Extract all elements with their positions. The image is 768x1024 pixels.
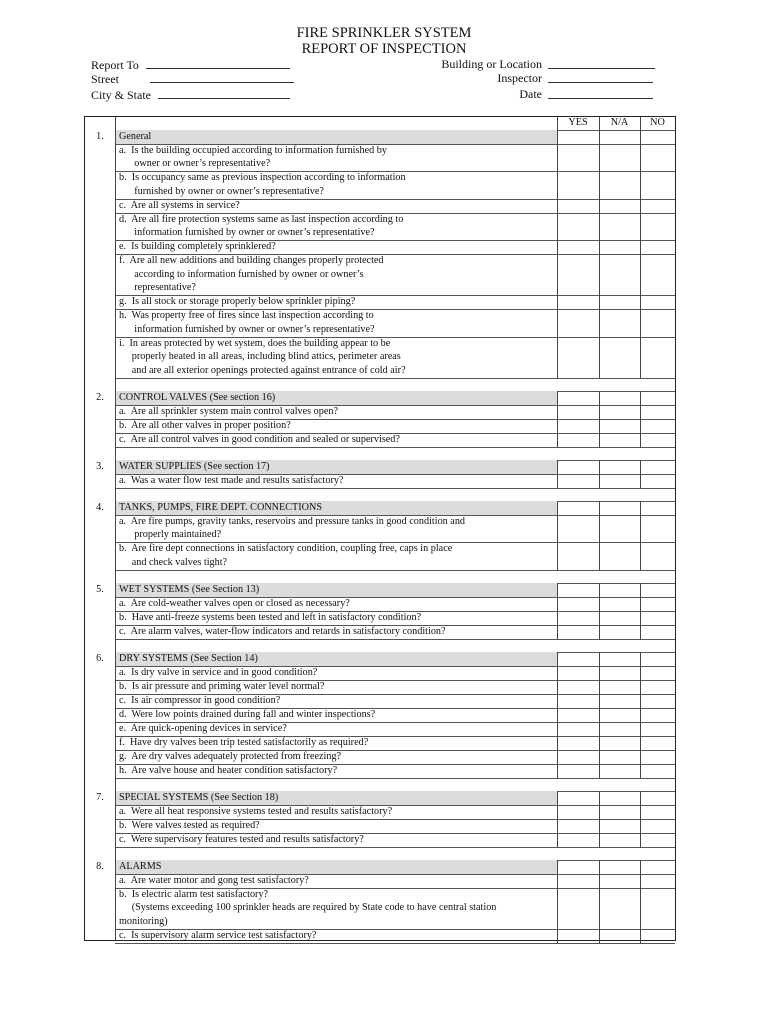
answer-cell-yes[interactable] (557, 694, 599, 708)
column-divider (599, 391, 600, 447)
question-row (85, 666, 675, 680)
column-divider (640, 117, 641, 130)
answer-cell-na[interactable] (599, 819, 640, 833)
question-row (85, 240, 675, 254)
answer-cell-na[interactable] (599, 888, 640, 929)
question-row (85, 144, 675, 172)
question-text: b. Is occupancy same as previous inspection according to information (119, 172, 406, 183)
question-row (85, 833, 675, 847)
question-text: h. Are valve house and heater condition satisfactory? (119, 764, 338, 776)
question-text: a. Were all heat responsive systems tested and results satisfactory? (119, 805, 393, 817)
form-subtitle: REPORT OF INSPECTION (301, 41, 467, 57)
question-text: properly maintained? (119, 529, 222, 540)
answer-cell-yes[interactable] (557, 405, 599, 419)
column-header-na: N/A (610, 117, 629, 128)
answer-cell-no[interactable] (640, 597, 675, 611)
question-row (85, 171, 675, 199)
date-line[interactable] (548, 87, 653, 99)
answer-cell-na[interactable] (599, 240, 640, 254)
spacer-row (85, 447, 675, 461)
question-text: e. Are quick-opening devices in service? (119, 722, 287, 734)
question-row (85, 611, 675, 625)
question-text: a. Are fire pumps, gravity tanks, reservoirs and pressure tanks in good condition and (119, 515, 466, 527)
answer-cell-yes[interactable] (557, 295, 599, 309)
question-row (85, 805, 675, 819)
question-row (85, 764, 675, 778)
column-divider (599, 583, 600, 639)
answer-cell-no[interactable] (640, 171, 675, 199)
question-text: i. In areas protected by wet system, does the building appear to be (119, 337, 391, 349)
answer-cell-yes[interactable] (557, 474, 599, 488)
section-number: 4. (96, 502, 104, 513)
question-text: d. Were low points drained during fall and winter inspections? (119, 708, 376, 720)
question-row (85, 405, 675, 419)
question-row (85, 750, 675, 764)
question-row (85, 736, 675, 750)
question-text: b. Have anti-freeze systems been tested and left in satisfactory condition? (119, 611, 422, 623)
section-title: CONTROL VALVES (See section 16) (119, 392, 276, 403)
question-text: and are all exterior openings protected against entrance of cold air? (119, 364, 406, 376)
question-text: a. Is dry valve in service and in good condition? (119, 666, 318, 678)
section-title: SPECIAL SYSTEMS (See Section 18) (119, 792, 279, 803)
section-number: 1. (96, 131, 104, 142)
question-row (85, 309, 675, 337)
column-divider (599, 460, 600, 488)
column-divider (599, 860, 600, 943)
answer-cell-na[interactable] (599, 199, 640, 213)
report-to-field (91, 57, 290, 72)
answer-cell-no[interactable] (640, 405, 675, 419)
question-text: c. Is supervisory alarm service test satisfactory? (119, 929, 317, 941)
section-number: 8. (96, 861, 104, 872)
question-text: owner or owner’s representative? (119, 158, 271, 169)
question-text: furnished by owner or owner’s representative? (119, 185, 324, 197)
question-row (85, 199, 675, 213)
column-divider (599, 501, 600, 570)
section-number: 7. (96, 792, 104, 803)
question-text: representative? (119, 282, 196, 293)
question-text: g. Is all stock or storage properly below sprinkler piping? (119, 296, 356, 307)
section-number: 2. (96, 392, 104, 403)
answer-cell-na[interactable] (599, 295, 640, 309)
street-field (91, 71, 294, 86)
column-divider (599, 130, 600, 378)
question-text: f. Have dry valves been trip tested satisfactorily as required? (119, 736, 369, 748)
answer-cell-no[interactable] (640, 419, 675, 433)
answer-cell-no[interactable] (640, 199, 675, 213)
question-text: (Systems exceeding 100 sprinkler heads are required by State code to have central station (119, 902, 497, 913)
answer-cell-no[interactable] (640, 309, 675, 337)
answer-cell-no[interactable] (640, 240, 675, 254)
question-text: a. Is the building occupied according to information furnished by (119, 144, 387, 156)
answer-cell-no[interactable] (640, 805, 675, 819)
answer-cell-na[interactable] (599, 433, 640, 447)
answer-cell-yes[interactable] (557, 929, 599, 943)
question-row (85, 708, 675, 722)
section-title: TANKS, PUMPS, FIRE DEPT. CONNECTIONS (119, 502, 323, 513)
column-divider (557, 117, 558, 130)
answer-cell-no[interactable] (640, 888, 675, 929)
answer-cell-no[interactable] (640, 833, 675, 847)
answer-cell-no[interactable] (640, 144, 675, 172)
spacer-row (85, 570, 675, 584)
answer-cell-na[interactable] (599, 337, 640, 378)
form-title: FIRE SPRINKLER SYSTEM (296, 25, 472, 41)
answer-cell-no[interactable] (640, 736, 675, 750)
answer-cell-no[interactable] (640, 337, 675, 378)
column-header-no: NO (650, 117, 665, 128)
column-divider (640, 130, 641, 378)
city-state-label: City & State (91, 88, 151, 102)
answer-cell-no[interactable] (640, 874, 675, 888)
spacer-row (85, 639, 675, 653)
answer-cell-na[interactable] (599, 419, 640, 433)
answer-cell-na[interactable] (599, 213, 640, 241)
answer-cell-no[interactable] (640, 254, 675, 295)
question-row (85, 625, 675, 639)
answer-cell-yes[interactable] (557, 833, 599, 847)
column-divider (557, 391, 558, 447)
question-row (85, 213, 675, 241)
answer-cell-yes[interactable] (557, 625, 599, 639)
question-row (85, 680, 675, 694)
spacer-row (85, 378, 675, 392)
question-row (85, 419, 675, 433)
answer-cell-yes[interactable] (557, 680, 599, 694)
question-text: d. Are all fire protection systems same as last inspection according to (119, 213, 404, 225)
city-state-line[interactable] (158, 87, 290, 99)
column-divider (640, 391, 641, 447)
building-label: Building or Location (441, 57, 542, 71)
answer-cell-yes[interactable] (557, 199, 599, 213)
question-row (85, 888, 675, 929)
column-divider (640, 460, 641, 488)
answer-cell-no[interactable] (640, 750, 675, 764)
answer-cell-yes[interactable] (557, 764, 599, 778)
section-title: General (119, 131, 152, 142)
question-text: information furnished by owner or owner’s representative? (119, 323, 375, 335)
question-text: and check valves tight? (119, 556, 228, 568)
building-line[interactable] (548, 57, 655, 69)
question-text: according to information furnished by owner or owner’s (119, 268, 364, 280)
answer-cell-yes[interactable] (557, 542, 599, 570)
question-text: b. Is electric alarm test satisfactory? (119, 888, 269, 900)
answer-cell-na[interactable] (599, 309, 640, 337)
spacer-row (85, 488, 675, 502)
column-divider (557, 860, 558, 943)
section-header-band (115, 130, 557, 144)
report-to-line[interactable] (146, 57, 290, 69)
question-text: a. Are all sprinkler system main control valves open? (119, 405, 338, 417)
answer-cell-yes[interactable] (557, 309, 599, 337)
street-label: Street (91, 72, 119, 86)
column-divider (599, 117, 600, 130)
question-text: b. Are all other valves in proper position? (119, 419, 291, 431)
column-divider (599, 791, 600, 847)
question-row (85, 819, 675, 833)
answer-cell-no[interactable] (640, 764, 675, 778)
question-text: f. Are all new additions and building changes properly protected (119, 255, 384, 266)
answer-cell-na[interactable] (599, 805, 640, 819)
answer-cell-yes[interactable] (557, 254, 599, 295)
question-row (85, 515, 675, 543)
date-label: Date (519, 87, 542, 101)
question-text: c. Are all control valves in good condition and sealed or supervised? (119, 433, 400, 445)
section-title: ALARMS (119, 861, 162, 872)
question-row (85, 295, 675, 309)
question-row (85, 722, 675, 736)
answer-cell-na[interactable] (599, 254, 640, 295)
answer-cell-yes[interactable] (557, 819, 599, 833)
answer-cell-na[interactable] (599, 694, 640, 708)
question-row (85, 337, 675, 378)
answer-cell-na[interactable] (599, 611, 640, 625)
inspector-label: Inspector (497, 71, 542, 85)
question-text: a. Are water motor and gong test satisfactory? (119, 874, 309, 886)
question-text: c. Is air compressor in good condition? (119, 694, 281, 706)
question-row (85, 597, 675, 611)
answer-cell-no[interactable] (640, 611, 675, 625)
answer-cell-na[interactable] (599, 750, 640, 764)
question-text: a. Are cold-weather valves open or closed as necessary? (119, 597, 350, 609)
answer-cell-yes[interactable] (557, 722, 599, 736)
column-divider (640, 860, 641, 943)
report-to-label: Report To (91, 58, 139, 72)
column-divider (557, 652, 558, 778)
spacer-row (85, 847, 675, 861)
column-divider (640, 583, 641, 639)
answer-cell-no[interactable] (640, 694, 675, 708)
question-row (85, 433, 675, 447)
number-column-divider (115, 117, 116, 940)
city-state-field (91, 87, 290, 102)
section-number: 6. (96, 653, 104, 664)
question-text: c. Are alarm valves, water-flow indicators and retards in satisfactory condition? (119, 625, 446, 637)
question-text: monitoring) (119, 915, 168, 927)
answer-cell-no[interactable] (640, 929, 675, 943)
answer-cell-no[interactable] (640, 819, 675, 833)
question-row (85, 474, 675, 488)
question-text: properly heated in all areas, including blind attics, perimeter areas (119, 351, 401, 362)
answer-cell-na[interactable] (599, 405, 640, 419)
answer-cell-na[interactable] (599, 474, 640, 488)
section-title: WET SYSTEMS (See Section 13) (119, 584, 260, 595)
column-divider (557, 460, 558, 488)
answer-cell-na[interactable] (599, 680, 640, 694)
column-divider (599, 652, 600, 778)
answer-cell-yes[interactable] (557, 597, 599, 611)
question-text: information furnished by owner or owner’s representative? (119, 227, 375, 238)
question-text: b. Were valves tested as required? (119, 819, 260, 831)
answer-cell-no[interactable] (640, 433, 675, 447)
answer-cell-yes[interactable] (557, 419, 599, 433)
answer-cell-yes[interactable] (557, 171, 599, 199)
answer-cell-yes[interactable] (557, 666, 599, 680)
question-row (85, 929, 675, 943)
answer-cell-no[interactable] (640, 708, 675, 722)
spacer-row (85, 943, 675, 957)
question-text: g. Are dry valves adequately protected from freezing? (119, 750, 342, 762)
column-divider (557, 583, 558, 639)
column-divider (640, 791, 641, 847)
answer-cell-yes[interactable] (557, 874, 599, 888)
question-row (85, 254, 675, 295)
answer-cell-yes[interactable] (557, 611, 599, 625)
answer-cell-no[interactable] (640, 680, 675, 694)
answer-cell-no[interactable] (640, 295, 675, 309)
answer-cell-yes[interactable] (557, 144, 599, 172)
answer-cell-na[interactable] (599, 764, 640, 778)
answer-cell-no[interactable] (640, 474, 675, 488)
question-text: c. Are all systems in service? (119, 199, 240, 211)
section-title: DRY SYSTEMS (See Section 14) (119, 653, 258, 664)
answer-cell-yes[interactable] (557, 750, 599, 764)
answer-cell-no[interactable] (640, 666, 675, 680)
answer-cell-na[interactable] (599, 542, 640, 570)
answer-cell-na[interactable] (599, 625, 640, 639)
answer-cell-yes[interactable] (557, 213, 599, 241)
section-number: 5. (96, 584, 104, 595)
inspector-line[interactable] (548, 71, 653, 83)
answer-cell-yes[interactable] (557, 337, 599, 378)
spacer-row (85, 778, 675, 792)
answer-cell-na[interactable] (599, 171, 640, 199)
answer-cell-na[interactable] (599, 722, 640, 736)
answer-cell-no[interactable] (640, 515, 675, 543)
column-divider (557, 130, 558, 378)
answer-cell-na[interactable] (599, 833, 640, 847)
inspection-table (84, 116, 676, 941)
section-title: WATER SUPPLIES (See section 17) (119, 461, 270, 472)
column-header-yes: YES (568, 117, 588, 128)
question-row (85, 542, 675, 570)
answer-cell-yes[interactable] (557, 736, 599, 750)
answer-cell-no[interactable] (640, 542, 675, 570)
answer-cell-na[interactable] (599, 708, 640, 722)
question-row (85, 694, 675, 708)
column-divider (640, 501, 641, 570)
question-text: h. Was property free of fires since last inspection according to (119, 310, 374, 321)
answer-cell-na[interactable] (599, 874, 640, 888)
answer-cell-no[interactable] (640, 625, 675, 639)
answer-cell-yes[interactable] (557, 888, 599, 929)
answer-cell-yes[interactable] (557, 515, 599, 543)
column-divider (557, 791, 558, 847)
answer-cell-no[interactable] (640, 213, 675, 241)
question-text: b. Is air pressure and priming water level normal? (119, 680, 325, 692)
answer-cell-na[interactable] (599, 666, 640, 680)
column-divider (640, 652, 641, 778)
answer-cell-na[interactable] (599, 736, 640, 750)
question-text: e. Is building completely sprinklered? (119, 241, 276, 252)
question-row (85, 874, 675, 888)
answer-cell-yes[interactable] (557, 805, 599, 819)
question-text: a. Was a water flow test made and results satisfactory? (119, 474, 344, 486)
answer-cell-na[interactable] (599, 144, 640, 172)
question-text: b. Are fire dept connections in satisfactory condition, coupling free, caps in place (119, 543, 453, 554)
section-number: 3. (96, 461, 104, 472)
answer-cell-yes[interactable] (557, 433, 599, 447)
answer-cell-yes[interactable] (557, 708, 599, 722)
question-text: c. Were supervisory features tested and results satisfactory? (119, 833, 364, 845)
column-divider (557, 501, 558, 570)
answer-cell-na[interactable] (599, 515, 640, 543)
street-line[interactable] (150, 71, 294, 83)
answer-cell-yes[interactable] (557, 240, 599, 254)
section-header-band (115, 860, 557, 874)
answer-cell-na[interactable] (599, 597, 640, 611)
answer-cell-na[interactable] (599, 929, 640, 943)
answer-cell-no[interactable] (640, 722, 675, 736)
